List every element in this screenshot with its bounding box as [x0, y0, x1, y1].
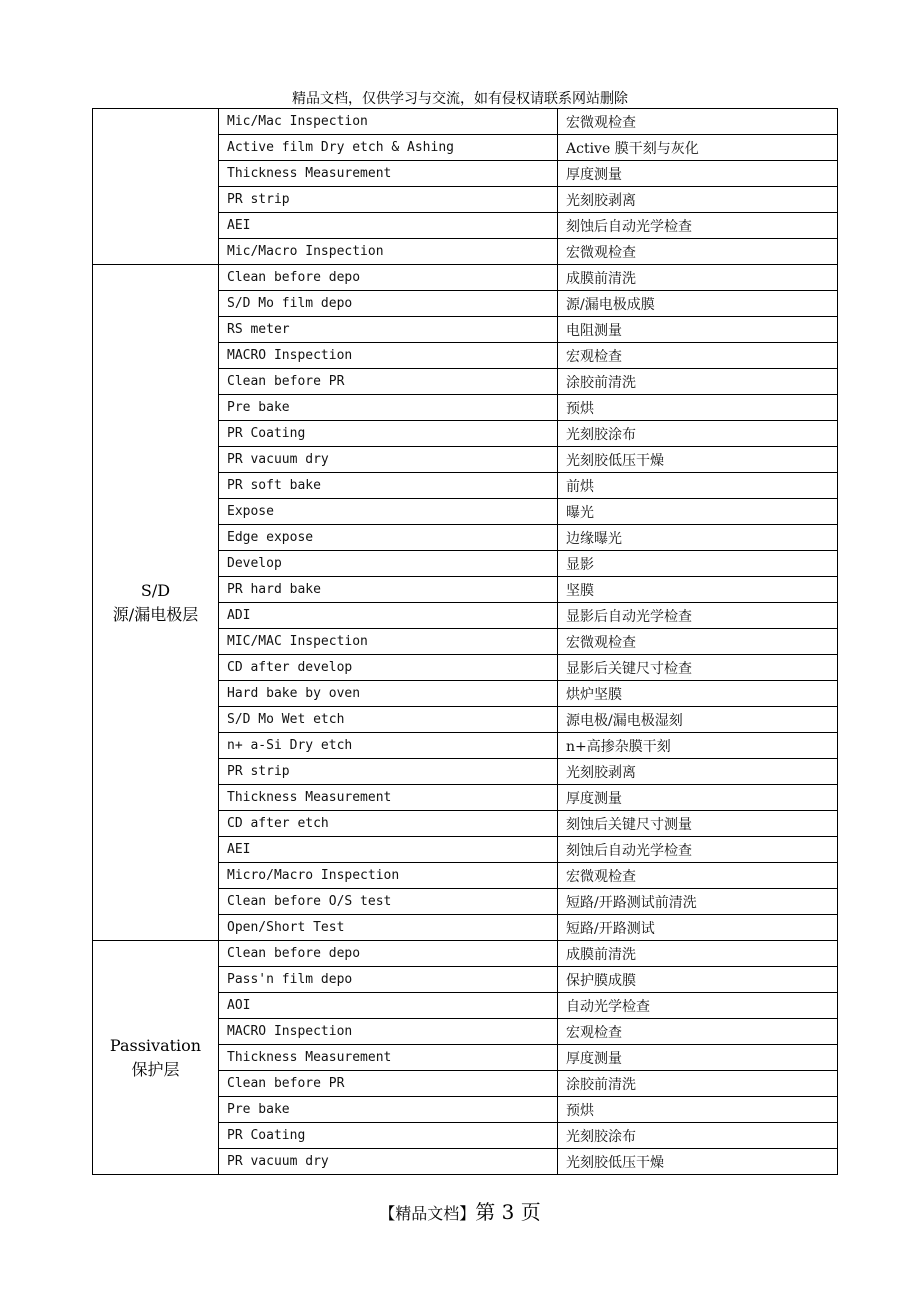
step-name-en: Expose [219, 499, 558, 525]
table-row [93, 109, 838, 135]
stage-label-line: 源/漏电极层 [112, 604, 199, 624]
step-name-en: Active film Dry etch & Ashing [219, 135, 558, 161]
step-name-en: PR vacuum dry [219, 447, 558, 473]
step-name-cn: 光刻胶涂布 [558, 421, 838, 447]
step-name-cn: 刻蚀后自动光学检查 [558, 837, 838, 863]
step-name-cn: 宏观检查 [558, 343, 838, 369]
step-name-en: MACRO Inspection [219, 1019, 558, 1045]
step-name-cn: 预烘 [558, 395, 838, 421]
step-name-cn: 自动光学检查 [558, 993, 838, 1019]
step-name-cn: 源/漏电极成膜 [558, 291, 838, 317]
step-name-en: Mic/Mac Inspection [219, 109, 558, 135]
step-name-en: Hard bake by oven [219, 681, 558, 707]
step-name-en: PR Coating [219, 421, 558, 447]
step-name-en: S/D Mo film depo [219, 291, 558, 317]
step-name-en: PR strip [219, 759, 558, 785]
step-name-en: ADI [219, 603, 558, 629]
step-name-en: Clean before O/S test [219, 889, 558, 915]
step-name-en: Pre bake [219, 395, 558, 421]
step-name-cn: 显影后关键尺寸检查 [558, 655, 838, 681]
step-name-cn: 源电极/漏电极湿刻 [558, 707, 838, 733]
step-name-en: Open/Short Test [219, 915, 558, 941]
step-name-cn: 刻蚀后关键尺寸测量 [558, 811, 838, 837]
step-name-cn: 预烘 [558, 1097, 838, 1123]
step-name-en: Micro/Macro Inspection [219, 863, 558, 889]
step-name-en: Pre bake [219, 1097, 558, 1123]
step-name-cn: 短路/开路测试前清洗 [558, 889, 838, 915]
step-name-cn: 成膜前清洗 [558, 265, 838, 291]
page-header: 精品文档，仅供学习与交流，如有侵权请联系网站删除 [292, 91, 628, 107]
process-table-body [93, 109, 838, 1175]
step-name-en: Edge expose [219, 525, 558, 551]
step-name-en: Clean before PR [219, 1071, 558, 1097]
step-name-cn: 边缘曝光 [558, 525, 838, 551]
step-name-cn: 厚度测量 [558, 1045, 838, 1071]
step-name-en: PR strip [219, 187, 558, 213]
stage-label [93, 265, 219, 941]
step-name-en: S/D Mo Wet etch [219, 707, 558, 733]
step-name-cn: 宏微观检查 [558, 863, 838, 889]
step-name-cn: 显影 [558, 551, 838, 577]
step-name-en: Develop [219, 551, 558, 577]
step-name-cn: 涂胶前清洗 [558, 369, 838, 395]
step-name-cn: 前烘 [558, 473, 838, 499]
step-name-en: Thickness Measurement [219, 785, 558, 811]
step-name-cn: 显影后自动光学检查 [558, 603, 838, 629]
step-name-cn: 刻蚀后自动光学检查 [558, 213, 838, 239]
step-name-cn: 宏微观检查 [558, 109, 838, 135]
step-name-en: Mic/Macro Inspection [219, 239, 558, 265]
step-name-en: AEI [219, 213, 558, 239]
step-name-cn: 电阻测量 [558, 317, 838, 343]
step-name-en: MACRO Inspection [219, 343, 558, 369]
step-name-cn: 光刻胶低压干燥 [558, 1149, 838, 1175]
step-name-en: PR Coating [219, 1123, 558, 1149]
page-footer [0, 1196, 920, 1225]
step-name-en: Clean before PR [219, 369, 558, 395]
step-name-en: MIC/MAC Inspection [219, 629, 558, 655]
step-name-cn: 宏微观检查 [558, 239, 838, 265]
step-name-cn: 成膜前清洗 [558, 941, 838, 967]
step-name-en: Clean before depo [219, 265, 558, 291]
step-name-cn: 烘炉坚膜 [558, 681, 838, 707]
step-name-en: Pass'n film depo [219, 967, 558, 993]
step-name-en: PR hard bake [219, 577, 558, 603]
stage-label [93, 109, 219, 265]
step-name-cn: 厚度测量 [558, 785, 838, 811]
step-name-cn: 厚度测量 [558, 161, 838, 187]
step-name-cn: 曝光 [558, 499, 838, 525]
step-name-cn: 光刻胶低压干燥 [558, 447, 838, 473]
table-row [93, 941, 838, 967]
page-number: 第 3 页 [475, 1200, 541, 1224]
step-name-en: CD after develop [219, 655, 558, 681]
step-name-en: Thickness Measurement [219, 161, 558, 187]
step-name-en: Thickness Measurement [219, 1045, 558, 1071]
step-name-en: RS meter [219, 317, 558, 343]
step-name-cn: 保护膜成膜 [558, 967, 838, 993]
step-name-cn: 宏微观检查 [558, 629, 838, 655]
step-name-cn: 光刻胶剥离 [558, 759, 838, 785]
step-name-cn: n+高掺杂膜干刻 [558, 733, 838, 759]
step-name-cn: 光刻胶剥离 [558, 187, 838, 213]
stage-label-line: 保护层 [131, 1059, 180, 1079]
step-name-en: Clean before depo [219, 941, 558, 967]
step-name-en: AOI [219, 993, 558, 1019]
step-name-cn: 坚膜 [558, 577, 838, 603]
stage-label [93, 941, 219, 1175]
step-name-cn: 宏观检查 [558, 1019, 838, 1045]
process-table [92, 108, 838, 1175]
step-name-en: CD after etch [219, 811, 558, 837]
step-name-cn: 光刻胶涂布 [558, 1123, 838, 1149]
step-name-en: PR vacuum dry [219, 1149, 558, 1175]
stage-label-line: S/D [140, 580, 171, 600]
step-name-cn: Active 膜干刻与灰化 [558, 135, 838, 161]
step-name-en: AEI [219, 837, 558, 863]
step-name-cn: 短路/开路测试 [558, 915, 838, 941]
table-row [93, 265, 838, 291]
step-name-en: PR soft bake [219, 473, 558, 499]
step-name-en: n+ a-Si Dry etch [219, 733, 558, 759]
step-name-cn: 涂胶前清洗 [558, 1071, 838, 1097]
footer-tag: 【精品文档】 [379, 1204, 476, 1223]
stage-label-line: Passivation [109, 1035, 202, 1055]
